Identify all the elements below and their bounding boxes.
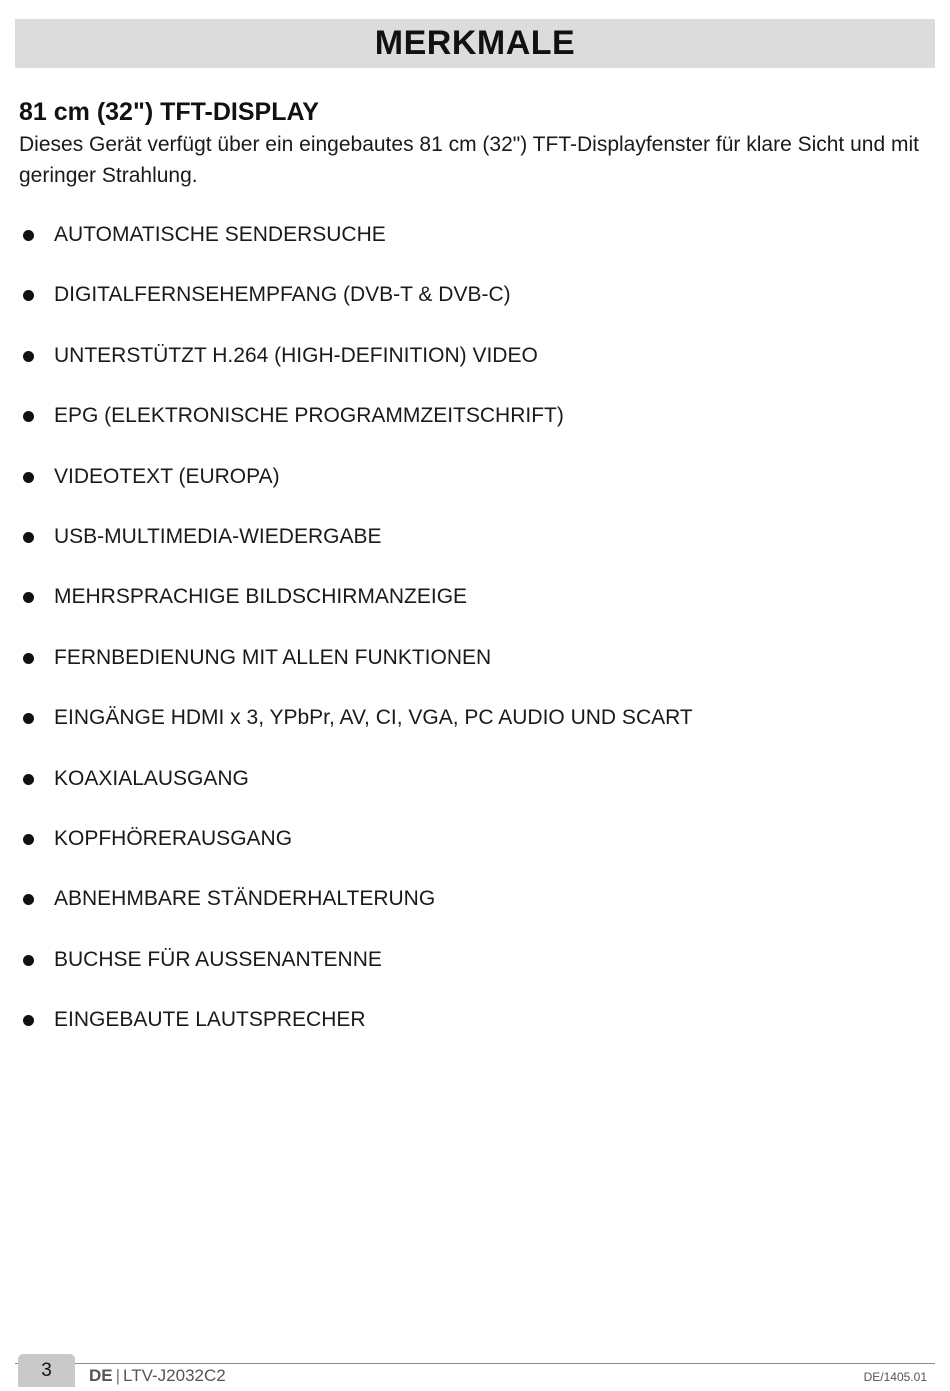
feature-item: [19, 581, 919, 641]
model-number: LTV-J2032C2: [123, 1366, 226, 1385]
bullet-icon: [23, 653, 34, 664]
footer-separator: |: [115, 1366, 121, 1385]
feature-list: [19, 219, 919, 1064]
page-number: 3: [18, 1354, 75, 1387]
language-code: DE: [89, 1366, 113, 1385]
feature-label: KOPFHÖRERAUSGANG: [54, 826, 293, 850]
bullet-icon: [23, 532, 34, 543]
feature-label: EINGÄNGE HDMI x 3, YPbPr, AV, CI, VGA, PC AUDIO UND SCART: [54, 706, 693, 730]
bullet-icon: [23, 834, 34, 845]
document-code: DE/1405.01: [863, 1370, 927, 1384]
feature-label: AUTOMATISCHE SENDERSUCHE: [54, 223, 386, 246]
bullet-icon: [23, 230, 34, 241]
feature-item: [19, 219, 919, 279]
feature-item: [19, 763, 919, 823]
title-bar: [15, 19, 935, 68]
bullet-icon: [23, 472, 34, 483]
feature-label: FERNBEDIENUNG MIT ALLEN FUNKTIONEN: [54, 645, 492, 669]
bullet-icon: [23, 351, 34, 362]
feature-item: [19, 461, 919, 521]
feature-label: BUCHSE FÜR AUSSENANTENNE: [54, 947, 382, 971]
feature-item: [19, 521, 919, 581]
feature-label: UNTERSTÜTZT H.264 (HIGH-DEFINITION) VIDEO: [54, 343, 538, 367]
feature-label: USB-MULTIMEDIA-WIEDERGABE: [54, 524, 382, 548]
bullet-icon: [23, 592, 34, 603]
bullet-icon: [23, 411, 34, 422]
bullet-icon: [23, 713, 34, 724]
bullet-icon: [23, 290, 34, 301]
feature-label: KOAXIALAUSGANG: [54, 766, 249, 790]
bullet-icon: [23, 1015, 34, 1026]
display-section: [19, 96, 919, 191]
feature-item: [19, 340, 919, 400]
feature-item: [19, 944, 919, 1004]
feature-label: VIDEOTEXT (EUROPA): [54, 464, 280, 488]
feature-item: [19, 279, 919, 339]
feature-label: MEHRSPRACHIGE BILDSCHIRMANZEIGE: [54, 585, 468, 609]
feature-label: EINGEBAUTE LAUTSPRECHER: [54, 1008, 366, 1032]
feature-item: [19, 1004, 919, 1064]
feature-item: [19, 823, 919, 883]
page-title: MERKMALE: [374, 24, 576, 62]
feature-label: EPG (ELEKTRONISCHE PROGRAMMZEITSCHRIFT): [54, 404, 564, 428]
footer-divider: [15, 1363, 935, 1364]
feature-item: [19, 883, 919, 943]
section-heading: 81 cm (32") TFT-DISPLAY: [19, 98, 319, 126]
feature-item: [19, 400, 919, 460]
feature-item: [19, 702, 919, 762]
bullet-icon: [23, 894, 34, 905]
section-description: Dieses Gerät verfügt über ein eingebautes 81 cm (32") TFT-Displayfenster für klare Sicht und mit geringer Strahlung.: [19, 133, 919, 187]
feature-label: DIGITALFERNSEHEMPFANG (DVB-T & DVB-C): [54, 283, 511, 307]
footer-model-info: [89, 1366, 226, 1386]
bullet-icon: [23, 774, 34, 785]
feature-label: ABNEHMBARE STÄNDERHALTERUNG: [54, 887, 436, 911]
feature-item: [19, 642, 919, 702]
bullet-icon: [23, 955, 34, 966]
